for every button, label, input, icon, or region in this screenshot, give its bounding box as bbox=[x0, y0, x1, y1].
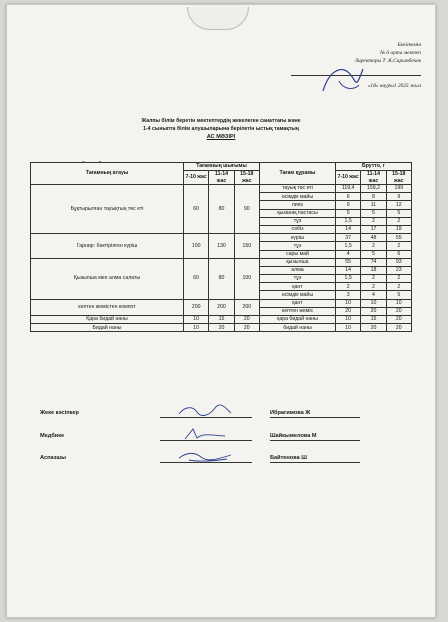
gross-value: 5 bbox=[361, 209, 386, 217]
ingredient-name: тұз bbox=[259, 217, 335, 225]
handwritten-signature bbox=[175, 404, 235, 418]
gross-value: 48 bbox=[361, 234, 386, 242]
gross-value: 20 bbox=[386, 324, 411, 332]
approval-title: Бекітемін bbox=[397, 42, 421, 48]
gross-value: 1,5 bbox=[335, 275, 360, 283]
ingredient-name: сәбіз bbox=[259, 225, 335, 233]
ingredient-name: тұз bbox=[259, 275, 335, 283]
gross-value: 20 bbox=[361, 324, 386, 332]
dish-yield: 20 bbox=[234, 324, 259, 332]
gross-value: 8 bbox=[361, 193, 386, 201]
gross-value: 2 bbox=[361, 217, 386, 225]
dish-yield: 80 bbox=[209, 258, 234, 299]
gross-value: 6 bbox=[386, 250, 411, 258]
dish-yield: 60 bbox=[184, 258, 209, 299]
gross-value: 3 bbox=[335, 291, 360, 299]
signer-role: Жеке кәсіпкер bbox=[40, 410, 79, 416]
dish-yield: 130 bbox=[209, 234, 234, 259]
menu-table bbox=[30, 162, 412, 332]
sleeve-tab bbox=[187, 7, 249, 30]
ingredient-name: тұз bbox=[259, 242, 335, 250]
dish-yield: 20 bbox=[234, 316, 259, 324]
dish-name: Гарнир: бөктірілген күріш bbox=[31, 234, 184, 259]
signature-row bbox=[40, 455, 410, 469]
gross-value: 1,5 bbox=[335, 217, 360, 225]
gross-value: 2 bbox=[361, 242, 386, 250]
ingredient-name: алма bbox=[259, 266, 335, 274]
document-header bbox=[7, 117, 435, 141]
header-title: АС МӘЗІРІ bbox=[206, 134, 236, 140]
age-header: 7-10 жас bbox=[335, 171, 360, 185]
header-line-1: Жалпы білім беретін мектептердің жекелеген санаттағы және bbox=[141, 118, 301, 124]
dish-yield: 20 bbox=[209, 324, 234, 332]
approval-school: № 6 орта мектеп bbox=[379, 50, 421, 56]
gross-value: 23 bbox=[386, 266, 411, 274]
col-ingredients-header: Тағам құрамы bbox=[259, 163, 335, 185]
gross-value: 11 bbox=[361, 201, 386, 209]
dish-yield: 150 bbox=[234, 234, 259, 259]
gross-value: 20 bbox=[361, 307, 386, 315]
age-header: 11-14 жас bbox=[209, 171, 234, 185]
age-header: 15-18 жас bbox=[386, 171, 411, 185]
gross-value: 2 bbox=[361, 283, 386, 291]
signature-row bbox=[40, 433, 410, 447]
gross-value: 93 bbox=[386, 258, 411, 266]
dish-yield: 200 bbox=[184, 299, 209, 315]
ingredient-name: қызылша bbox=[259, 258, 335, 266]
gross-value: 10 bbox=[361, 299, 386, 307]
dish-yield: 200 bbox=[234, 299, 259, 315]
ingredient-name: бидай наны bbox=[259, 324, 335, 332]
gross-value: 14 bbox=[335, 266, 360, 274]
gross-value: 20 bbox=[335, 307, 360, 315]
signer-name: Байтенова Ш bbox=[270, 455, 360, 463]
table-row bbox=[31, 258, 412, 266]
menu-table-body bbox=[31, 185, 412, 332]
gross-value: 74 bbox=[361, 258, 386, 266]
dish-yield: 100 bbox=[234, 258, 259, 299]
gross-value: 10 bbox=[335, 316, 360, 324]
table-row bbox=[31, 316, 412, 324]
table-row bbox=[31, 234, 412, 242]
gross-value: 5 bbox=[361, 250, 386, 258]
dish-yield: 200 bbox=[209, 299, 234, 315]
dish-yield: 10 bbox=[184, 316, 209, 324]
signer-name: Ибрагимова Ж bbox=[270, 410, 360, 418]
dish-name: Қара бидай наны bbox=[31, 316, 184, 324]
gross-value: 55 bbox=[386, 234, 411, 242]
gross-value: 14 bbox=[335, 225, 360, 233]
gross-value: 2 bbox=[386, 275, 411, 283]
dish-name: Бидай наны bbox=[31, 324, 184, 332]
gross-value: 2 bbox=[386, 217, 411, 225]
gross-value: 2 bbox=[361, 275, 386, 283]
approval-director: директоры Т .К.Сарыпбеков bbox=[355, 58, 421, 64]
dish-yield: 100 bbox=[184, 234, 209, 259]
ingredient-name: өсімдік майы bbox=[259, 291, 335, 299]
ingredient-name: кептен жеміс bbox=[259, 307, 335, 315]
gross-value: 19 bbox=[386, 225, 411, 233]
table-row bbox=[31, 185, 412, 193]
dish-name: Қызылша мен алма салаты bbox=[31, 258, 184, 299]
gross-value: 2 bbox=[386, 283, 411, 291]
col-gross-header: Брутто, г bbox=[335, 163, 411, 171]
gross-value: 4 bbox=[361, 291, 386, 299]
signer-name: Шайкымелова М bbox=[270, 433, 360, 441]
ingredient-name: өсімдік майы bbox=[259, 193, 335, 201]
gross-value: 12 bbox=[386, 201, 411, 209]
age-header: 7-10 жас bbox=[184, 171, 209, 185]
gross-value: 159,2 bbox=[361, 185, 386, 193]
ingredient-name: қара бидай наны bbox=[259, 316, 335, 324]
gross-value: 5 bbox=[386, 209, 411, 217]
gross-value: 1,5 bbox=[335, 242, 360, 250]
handwritten-signature bbox=[175, 449, 235, 463]
gross-value: 18 bbox=[361, 266, 386, 274]
gross-value: 9 bbox=[335, 201, 360, 209]
gross-value: 199 bbox=[386, 185, 411, 193]
ingredient-name: пияз bbox=[259, 201, 335, 209]
dish-yield: 60 bbox=[184, 185, 209, 234]
gross-value: 5 bbox=[386, 291, 411, 299]
ingredient-name: қант bbox=[259, 299, 335, 307]
dish-yield: 15 bbox=[209, 316, 234, 324]
director-signature bbox=[319, 61, 369, 101]
gross-value: 10 bbox=[386, 299, 411, 307]
gross-value: 37 bbox=[335, 234, 360, 242]
dish-yield: 10 bbox=[184, 324, 209, 332]
age-header: 11-14 жас bbox=[361, 171, 386, 185]
handwritten-signature bbox=[175, 427, 235, 441]
gross-value: 2 bbox=[386, 242, 411, 250]
gross-value: 4 bbox=[335, 250, 360, 258]
gross-value: 55 bbox=[335, 258, 360, 266]
signer-role: Медбике bbox=[40, 433, 65, 439]
gross-value: 5 bbox=[335, 209, 360, 217]
approval-date: «18» науры1 2025 жыл bbox=[367, 83, 421, 89]
gross-value: 10 bbox=[335, 324, 360, 332]
gross-value: 2 bbox=[335, 283, 360, 291]
signature-row bbox=[40, 410, 410, 424]
table-row bbox=[31, 299, 412, 307]
header-line-2: 1-4 сыныпта білім алушыларына берілетін ыстық тамақтың bbox=[143, 126, 299, 132]
gross-value: 17 bbox=[361, 225, 386, 233]
dish-yield: 90 bbox=[234, 185, 259, 234]
table-row bbox=[31, 324, 412, 332]
dish-yield: 80 bbox=[209, 185, 234, 234]
gross-value: 119,4 bbox=[335, 185, 360, 193]
gross-value: 15 bbox=[361, 316, 386, 324]
signer-role: Аспазшы bbox=[40, 455, 66, 461]
col-name-header: Тағамның атауы bbox=[31, 163, 184, 185]
gross-value: 10 bbox=[335, 299, 360, 307]
dish-name: Бұқтырылған тауықтың төс еті bbox=[31, 185, 184, 234]
ingredient-name: сары май bbox=[259, 250, 335, 258]
gross-value: 6 bbox=[335, 193, 360, 201]
age-header: 15-18 жас bbox=[234, 171, 259, 185]
dish-name: кептен жемістен компот bbox=[31, 299, 184, 315]
gross-value: 9 bbox=[386, 193, 411, 201]
ingredient-name: қант bbox=[259, 283, 335, 291]
ingredient-name: қызанақ пастасы bbox=[259, 209, 335, 217]
ingredient-name: тауық төс еті bbox=[259, 185, 335, 193]
gross-value: 20 bbox=[386, 316, 411, 324]
ingredient-name: күріш bbox=[259, 234, 335, 242]
gross-value: 20 bbox=[386, 307, 411, 315]
col-yield-header: Тағамның шығымы bbox=[184, 163, 260, 171]
